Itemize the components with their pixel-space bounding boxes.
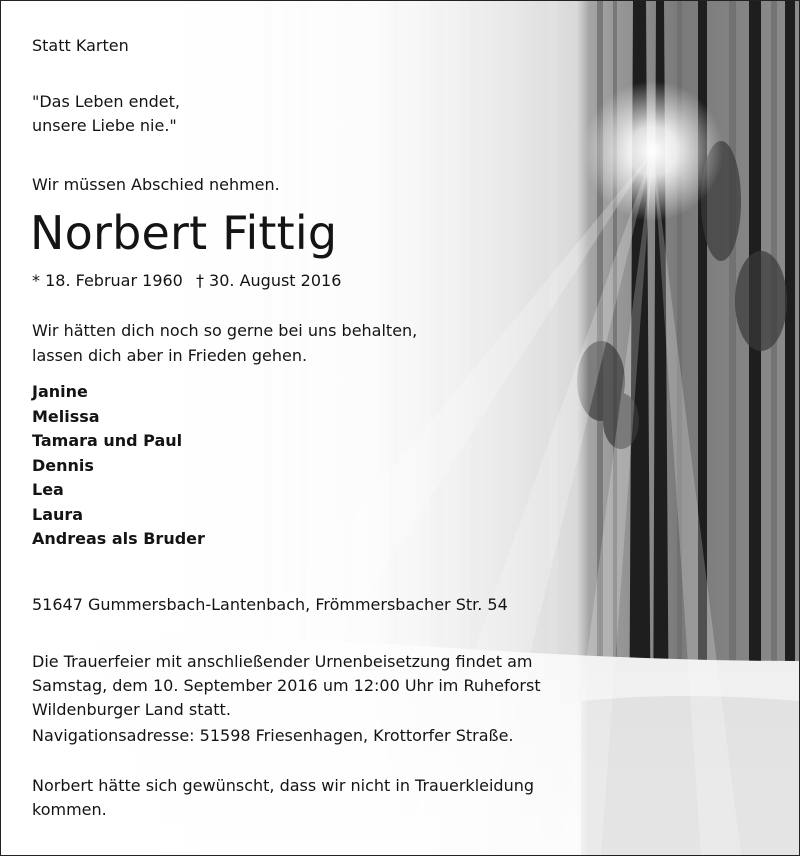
message-line-1: Wir hätten dich noch so gerne bei uns behalten,	[32, 321, 418, 340]
wish-line-1: Norbert hätte sich gewünscht, dass wir nicht in Trauerkleidung	[32, 776, 535, 795]
birth-date: * 18. Februar 1960	[32, 271, 183, 290]
mourners-list	[32, 380, 205, 552]
mourner-name: Janine	[32, 382, 88, 401]
wish-line-2: kommen.	[32, 800, 107, 819]
mourner-name: Tamara und Paul	[32, 431, 183, 450]
quote-line-2: unsere Liebe nie."	[32, 116, 177, 135]
life-dates	[32, 269, 341, 293]
ceremony-line-1: Die Trauerfeier mit anschließender Urnenbeisetzung findet am	[32, 652, 533, 671]
farewell-line: Wir müssen Abschied nehmen.	[32, 175, 280, 194]
heading-statt-karten: Statt Karten	[32, 36, 129, 55]
mourner-name: Laura	[32, 504, 84, 524]
death-date: † 30. August 2016	[195, 271, 342, 290]
mourner-name: Andreas als Bruder	[32, 529, 205, 548]
navigation-address: Navigationsadresse: 51598 Friesenhagen, Krottorfer Straße.	[32, 726, 514, 745]
family-address: 51647 Gummersbach-Lantenbach, Frömmersbacher Str. 54	[32, 595, 508, 614]
ceremony-line-3: Wildenburger Land statt.	[32, 700, 231, 719]
quote-line-1: "Das Leben endet,	[32, 92, 180, 111]
deceased-name: Norbert Fittig	[30, 206, 338, 260]
mourner-name: Lea	[32, 480, 64, 499]
ceremony-line-2: Samstag, dem 10. September 2016 um 12:00 Uhr im Ruheforst	[32, 676, 541, 695]
mourner-name: Melissa	[32, 406, 100, 426]
message-line-2: lassen dich aber in Frieden gehen.	[32, 346, 308, 365]
mourner-name: Dennis	[32, 455, 94, 475]
